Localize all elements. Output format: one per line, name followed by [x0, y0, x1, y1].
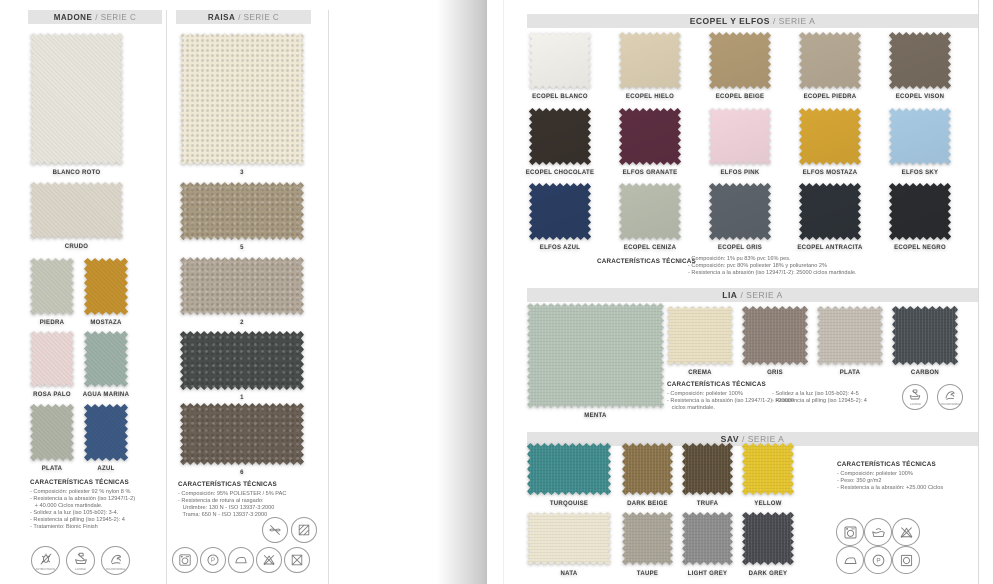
- washing-machine-icon: [836, 518, 864, 546]
- swatch-label: LIGHT GREY: [687, 571, 728, 577]
- section-title: RAISA: [207, 12, 236, 22]
- page-fold-shadow: [437, 0, 487, 584]
- swatch-fabric: [709, 108, 771, 165]
- fabric-swatch: [529, 32, 591, 100]
- left-page-column-rule: [166, 10, 167, 584]
- fabric-swatch: [30, 258, 74, 326]
- madone-section-header: [28, 10, 162, 24]
- swatch-fabric: [84, 404, 128, 461]
- fabric-swatch: [84, 404, 128, 472]
- swatch-label: ROSA PALO: [33, 392, 71, 398]
- swatch-label: ECOPEL CHOCOLATE: [525, 170, 595, 176]
- swatch-fabric: [622, 512, 673, 565]
- fabric-swatch: [180, 403, 304, 476]
- swatch-fabric: [889, 32, 951, 89]
- swatch-label: YELLOW: [754, 501, 782, 507]
- swatch-label: TRUFA: [696, 501, 719, 507]
- tech-lines: [30, 489, 164, 531]
- fabric-swatch: [799, 32, 861, 100]
- raisa-section-header: [176, 10, 311, 24]
- fabric-swatch: [30, 331, 74, 398]
- swatch-fabric: [742, 512, 794, 565]
- tech-lines: [688, 256, 928, 277]
- swatch-fabric: [889, 183, 951, 240]
- badge-label: TRANSPIRABLE: [105, 567, 126, 571]
- fabric-swatch: [30, 404, 74, 472]
- swatch-label: ECOPEL BLANCO: [532, 94, 588, 100]
- section-title: LIA: [722, 290, 738, 300]
- swatch-label: PIEDRA: [39, 320, 65, 326]
- fabric-swatch: [622, 443, 673, 507]
- swatch-fabric: [529, 32, 591, 89]
- antibacterial-icon: [31, 546, 60, 575]
- swatch-label: AZUL: [97, 466, 115, 472]
- section-title: MADONE: [53, 12, 93, 22]
- fabric-swatch: [709, 32, 771, 100]
- section-subtitle: / SERIE C: [238, 12, 280, 22]
- tech-lines: [178, 491, 323, 519]
- fabric-swatch: [742, 306, 808, 376]
- fabric-swatch: [82, 331, 130, 398]
- swatch-fabric: [892, 306, 958, 365]
- swatch-label: ELFOS GRANATE: [622, 170, 678, 176]
- swatch-fabric: [742, 306, 808, 365]
- swatch-fabric: [30, 258, 74, 315]
- tech-line: Trama: 650 N - ISO 13937-3:2000: [178, 512, 268, 518]
- tech-line: - Resistencia al pilling (iso 12945-2): 4: [772, 398, 867, 404]
- fabric-swatch: [682, 443, 733, 507]
- dry-clean-p-icon: [200, 547, 226, 573]
- madone-tech-block: [30, 479, 164, 531]
- fabric-swatch: [892, 306, 958, 376]
- swatch-fabric: [799, 32, 861, 89]
- badge-label: TRANSPIRABLE: [940, 402, 960, 407]
- section-title: ECOPEL Y ELFOS: [689, 16, 770, 26]
- tech-title: CARACTERÍSTICAS TÉCNICAS: [667, 381, 766, 388]
- swatch-fabric: [527, 443, 611, 495]
- tech-line: - Tratamiento: Bionic Finish: [30, 524, 98, 530]
- tech-line: - Composición: poliéster 100%: [667, 391, 743, 397]
- swatch-label: ECOPEL HIELO: [625, 94, 675, 100]
- section-subtitle: / SERIE A: [742, 434, 785, 444]
- lia-tech-block: [667, 381, 766, 391]
- swatch-label: ECOPEL BEIGE: [715, 94, 765, 100]
- badge-label: LAVABLE: [74, 567, 87, 571]
- left-page-column-rule: [328, 10, 329, 584]
- fabric-swatch: [180, 33, 304, 176]
- lia-tech-col1: [667, 391, 795, 412]
- svg-text:P: P: [875, 557, 881, 565]
- tech-line: - Resistencia a la abrasión (iso 12947/1-2): [30, 496, 136, 502]
- swatch-label: ELFOS AZUL: [539, 245, 581, 251]
- swatch-fabric: [84, 331, 128, 387]
- swatch-label: 5: [240, 245, 244, 251]
- swatch-fabric: [527, 303, 664, 408]
- fabric-swatch: [667, 306, 733, 376]
- fabric-swatch: [527, 512, 611, 577]
- swatch-fabric: [527, 512, 611, 565]
- swatch-label: BLANCO ROTO: [52, 170, 101, 176]
- no-wring-icon: [262, 517, 288, 543]
- swatch-label: ECOPEL PIEDRA: [803, 94, 857, 100]
- tech-title: CARACTERÍSTICAS TÉCNICAS: [837, 461, 936, 468]
- tech-line: - Resistencia a la abrasión (iso 12947/1-2): 25000 ciclos martindale.: [688, 270, 857, 276]
- fabric-swatch: [180, 331, 304, 401]
- swatch-fabric: [889, 108, 951, 165]
- sav-tech-block: [837, 461, 943, 492]
- no-bleach-icon: [892, 518, 920, 546]
- fabric-swatch: [619, 108, 681, 176]
- swatch-label: ELFOS MOSTAZA: [802, 170, 858, 176]
- fabric-swatch: [84, 258, 128, 326]
- swatch-fabric: [30, 331, 74, 387]
- swatch-label: ECOPEL NEGRO: [894, 245, 946, 251]
- section-subtitle: / SERIE A: [772, 16, 816, 26]
- fabric-swatch: [180, 257, 304, 326]
- tumble-dry-icon: [892, 546, 920, 574]
- tech-line: - Composición: poliester 92 % nylon 8 %: [30, 489, 131, 495]
- lia-section-header: [527, 288, 978, 302]
- section-subtitle: / SERIE C: [95, 12, 137, 22]
- swatch-label: 2: [240, 320, 244, 326]
- swatch-label: GRIS: [767, 370, 783, 376]
- iron-icon: [228, 547, 254, 573]
- tech-line: ciclos martindale.: [667, 405, 715, 411]
- swatch-label: CARBON: [910, 370, 940, 376]
- fabric-swatch: [889, 108, 951, 176]
- section-subtitle: / SERIE A: [740, 290, 783, 300]
- tech-title: CARACTERÍSTICAS TÉCNICAS: [30, 479, 129, 486]
- swatch-label: ECOPEL CENIZA: [623, 245, 677, 251]
- swatch-label: TAUPE: [636, 571, 659, 577]
- swatch-label: PLATA: [839, 370, 861, 376]
- badge-label: ANTIBACTERIAL: [35, 567, 56, 571]
- swatch-fabric: [180, 182, 304, 240]
- fabric-swatch: [30, 182, 123, 250]
- no-trichloroethylene-icon: [291, 517, 317, 543]
- fabric-swatch: [799, 108, 861, 176]
- swatch-label: TURQOUISE: [549, 501, 589, 507]
- swatch-label: CRUDO: [64, 244, 89, 250]
- swatch-fabric: [180, 33, 304, 165]
- swatch-fabric: [799, 183, 861, 240]
- fabric-swatch: [797, 183, 863, 251]
- swatch-label: 3: [240, 170, 244, 176]
- tech-line: Urdimbre: 130 N - ISO 13937-3:2000: [178, 505, 275, 511]
- swatch-label: CREMA: [688, 370, 712, 376]
- swatch-fabric: [619, 108, 681, 165]
- fabric-swatch: [30, 33, 123, 176]
- fabric-swatch: [527, 443, 611, 507]
- badge-label: LAVABLE: [909, 402, 921, 407]
- swatch-fabric: [682, 443, 733, 495]
- tech-lines: [837, 471, 943, 492]
- swatch-fabric: [30, 404, 74, 461]
- tech-line: + 40.000 Ciclos martindale.: [30, 503, 103, 509]
- ecopel-section-header: [527, 14, 978, 28]
- right-page-right-edge: [978, 0, 979, 584]
- fabric-swatch: [619, 183, 681, 251]
- raisa-tech-block: [178, 481, 323, 519]
- fabric-swatch: [525, 108, 595, 176]
- lia-tech-col2: [772, 391, 897, 405]
- swatch-fabric: [180, 403, 304, 465]
- tech-line: - Resistencia a la abrasión: +25.000 Ciclos: [837, 485, 944, 491]
- ecopel-tech-lines: [688, 256, 928, 277]
- swatch-label: MOSTAZA: [90, 320, 122, 326]
- swatch-label: DARK GREY: [748, 571, 788, 577]
- fabric-swatch: [817, 306, 883, 376]
- tech-lines: [772, 391, 897, 405]
- swatch-label: ELFOS SKY: [901, 170, 939, 176]
- washing-machine-icon: [172, 547, 198, 573]
- tech-line: - Peso: 350 gr/m2: [837, 478, 882, 484]
- swatch-fabric: [529, 183, 591, 240]
- swatch-fabric: [529, 108, 591, 165]
- dry-clean-p-icon: [864, 546, 892, 574]
- swatch-label: ECOPEL GRIS: [717, 245, 763, 251]
- swatch-label: ELFOS PINK: [720, 170, 760, 176]
- swatch-label: ECOPEL ANTRACITA: [797, 245, 863, 251]
- swatch-fabric: [709, 183, 771, 240]
- tech-line: - Resistencia a la abrasión (iso 12947/1-2): >20000: [667, 398, 795, 404]
- section-title: SAV: [720, 434, 740, 444]
- swatch-label: AGUA MARINA: [82, 392, 130, 398]
- hand-wash-icon: [864, 518, 892, 546]
- swatch-fabric: [622, 443, 673, 495]
- swatch-label: PLATA: [41, 466, 63, 472]
- fabric-swatch: [742, 443, 794, 507]
- swatch-fabric: [682, 512, 733, 565]
- tech-line: - Composición: 95% POLIESTER / 5% PAC: [178, 491, 287, 497]
- fabric-swatch: [709, 183, 771, 251]
- fabric-swatch: [742, 512, 794, 577]
- swatch-label: ECOPEL VISON: [895, 94, 945, 100]
- fabric-swatch: [529, 183, 591, 251]
- swatch-fabric: [742, 443, 794, 495]
- swatch-fabric: [180, 257, 304, 315]
- no-bleach-icon: [256, 547, 282, 573]
- right-page-left-edge: [503, 0, 504, 584]
- swatch-label: NATA: [560, 571, 578, 577]
- tech-line: - Composición: 1% pu 83% pvc 16% pes.: [688, 256, 791, 262]
- tech-title: CARACTERÍSTICAS TÉCNICAS: [597, 258, 696, 265]
- swatch-fabric: [619, 183, 681, 240]
- fabric-swatch: [709, 108, 771, 176]
- swatch-fabric: [619, 32, 681, 89]
- iron-icon: [836, 546, 864, 574]
- breathable-icon: [937, 384, 963, 410]
- washable-icon: [902, 384, 928, 410]
- swatch-fabric: [30, 33, 123, 165]
- tech-line: - Resistencia al pilling (iso 12945-2): 4: [30, 517, 125, 523]
- tech-title: CARACTERÍSTICAS TÉCNICAS: [178, 481, 277, 488]
- swatch-fabric: [799, 108, 861, 165]
- breathable-icon: [101, 546, 130, 575]
- tech-line: - Solidez a la luz (iso 105-b02): 3-4.: [30, 510, 119, 516]
- swatch-label: MENTA: [584, 413, 607, 419]
- tech-line: - Composición: poliéster 100%: [837, 471, 913, 477]
- fabric-swatch: [527, 303, 664, 419]
- fabric-swatch: [889, 183, 951, 251]
- tech-line: - Solidez a la luz (iso 105-b02): 4-5: [772, 391, 859, 397]
- swatch-fabric: [709, 32, 771, 89]
- tech-line: - Composición: pvc 80% poliester 18% y poliuretano 2%: [688, 263, 827, 269]
- tech-line: - Resistencia de rotura al rasgado:: [178, 498, 264, 504]
- swatch-label: 1: [240, 395, 244, 401]
- swatch-label: DARK BEIGE: [627, 501, 668, 507]
- swatch-fabric: [30, 182, 123, 239]
- tech-lines: [667, 391, 795, 412]
- fabric-swatch: [180, 182, 304, 251]
- washable-icon: [66, 546, 95, 575]
- swatch-label: 6: [240, 470, 244, 476]
- no-tumble-dry-icon: [284, 547, 310, 573]
- swatch-fabric: [817, 306, 883, 365]
- fabric-swatch: [889, 32, 951, 100]
- ecopel-tech-block: [597, 258, 696, 268]
- fabric-swatch: [622, 512, 673, 577]
- fabric-swatch: [682, 512, 733, 577]
- svg-text:P: P: [210, 558, 216, 565]
- fabric-swatch: [619, 32, 681, 100]
- swatch-fabric: [180, 331, 304, 390]
- swatch-fabric: [84, 258, 128, 315]
- swatch-fabric: [667, 306, 733, 365]
